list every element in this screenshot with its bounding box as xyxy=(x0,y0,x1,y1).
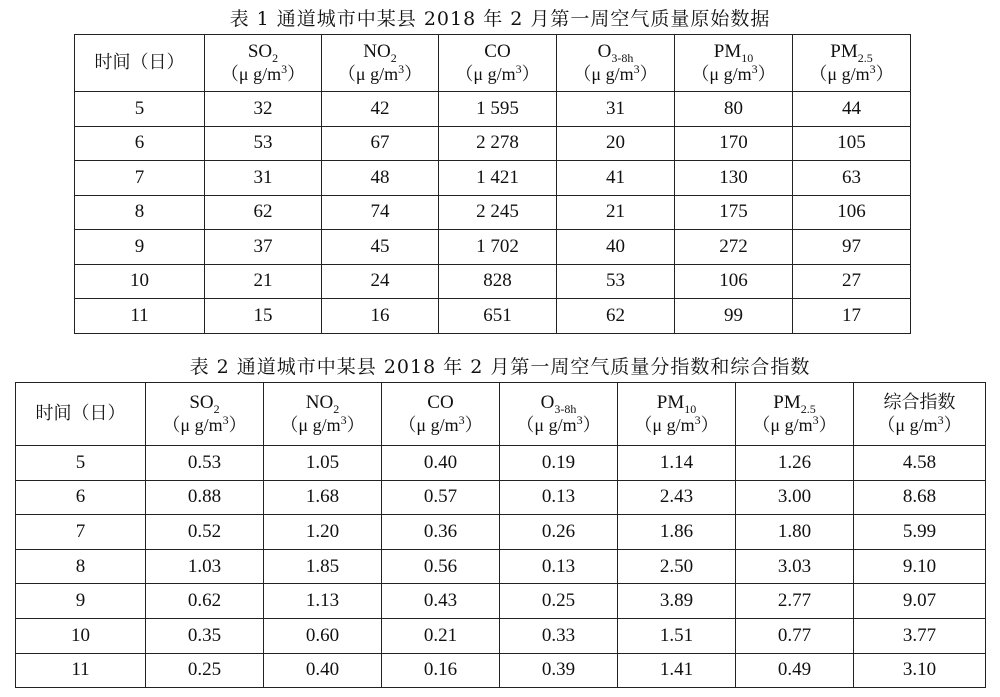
value-cell: 1.26 xyxy=(736,446,854,481)
value-cell: 0.21 xyxy=(382,618,500,653)
header-col-name xyxy=(854,392,985,414)
value-cell: 0.62 xyxy=(146,584,264,619)
table1-header-row xyxy=(75,35,911,92)
table-row xyxy=(75,230,911,265)
unit-text: （μ g/m xyxy=(220,64,282,84)
unit-superscript: 3 xyxy=(398,62,405,76)
day-cell: 5 xyxy=(16,446,146,481)
table-row xyxy=(75,161,911,196)
table2-caption: 表 2 通道城市中某县 2018 年 2 月第一周空气质量分指数和综合指数 xyxy=(189,356,811,378)
header-col-base: PM xyxy=(656,392,685,413)
header-col-name xyxy=(736,392,853,414)
value-cell: 0.19 xyxy=(500,446,618,481)
header-col-base: CO xyxy=(484,41,511,62)
day-cell: 6 xyxy=(16,480,146,515)
table-row xyxy=(75,92,911,127)
unit-superscript: 3 xyxy=(812,413,819,427)
value-cell: 3.00 xyxy=(736,480,854,515)
header-col xyxy=(793,35,911,92)
day-cell: 9 xyxy=(75,230,205,265)
unit-close: ） xyxy=(228,415,247,435)
value-cell: 99 xyxy=(675,299,793,334)
value-cell: 17 xyxy=(793,299,911,334)
header-col-unit xyxy=(439,63,556,85)
table-row xyxy=(16,584,986,619)
value-cell: 1.85 xyxy=(264,549,382,584)
unit-superscript: 3 xyxy=(340,413,347,427)
value-cell: 0.40 xyxy=(382,446,500,481)
unit-close: ） xyxy=(582,415,601,435)
unit-close: ） xyxy=(287,64,306,84)
value-cell: 4.58 xyxy=(854,446,986,481)
header-col-unit xyxy=(793,63,910,85)
header-time: 时间（日） xyxy=(75,35,205,92)
value-cell: 37 xyxy=(205,230,322,265)
header-col-base: SO xyxy=(189,392,214,413)
header-col-name xyxy=(322,41,438,63)
header-col-unit xyxy=(500,414,617,436)
header-col-subscript: 3-8h xyxy=(611,50,634,65)
header-col-base: SO xyxy=(247,41,273,62)
header-col-unit xyxy=(264,414,381,436)
value-cell: 0.25 xyxy=(146,653,264,688)
unit-superscript: 3 xyxy=(458,413,465,427)
table1 xyxy=(74,34,911,334)
value-cell: 32 xyxy=(205,92,322,127)
value-cell: 21 xyxy=(205,264,322,299)
value-cell: 2.77 xyxy=(736,584,854,619)
unit-superscript: 3 xyxy=(694,413,701,427)
unit-text: （μ g/m xyxy=(634,415,695,435)
value-cell: 63 xyxy=(793,161,911,196)
unit-text: （μ g/m xyxy=(809,64,870,84)
header-col-name xyxy=(500,392,617,414)
value-cell: 1.13 xyxy=(264,584,382,619)
value-cell: 828 xyxy=(439,264,557,299)
value-cell: 106 xyxy=(675,264,793,299)
unit-close: ） xyxy=(639,64,658,84)
value-cell: 1.20 xyxy=(264,515,382,550)
table-row xyxy=(16,480,986,515)
unit-text: （μ g/m xyxy=(280,415,341,435)
table-row xyxy=(16,515,986,550)
value-cell: 1.03 xyxy=(146,549,264,584)
header-col xyxy=(736,383,854,446)
header-col-unit xyxy=(205,63,321,85)
header-col-subscript: 2.5 xyxy=(857,50,873,65)
header-time: 时间（日） xyxy=(16,383,146,446)
value-cell: 0.13 xyxy=(500,480,618,515)
value-cell: 130 xyxy=(675,161,793,196)
header-col-name xyxy=(146,392,263,414)
value-cell: 1.68 xyxy=(264,480,382,515)
value-cell: 1.51 xyxy=(618,618,736,653)
value-cell: 0.26 xyxy=(500,515,618,550)
value-cell: 5.99 xyxy=(854,515,986,550)
header-col xyxy=(264,383,382,446)
table-row xyxy=(16,446,986,481)
table-row xyxy=(16,549,986,584)
table-row xyxy=(75,195,911,230)
value-cell: 0.77 xyxy=(736,618,854,653)
day-cell: 9 xyxy=(16,584,146,619)
header-col-base: O xyxy=(597,41,612,62)
value-cell: 16 xyxy=(322,299,439,334)
value-cell: 62 xyxy=(205,195,322,230)
unit-superscript: 3 xyxy=(633,62,640,76)
header-col-unit xyxy=(322,63,438,85)
day-cell: 5 xyxy=(75,92,205,127)
value-cell: 1.80 xyxy=(736,515,854,550)
value-cell: 31 xyxy=(205,161,322,196)
value-cell: 0.56 xyxy=(382,549,500,584)
value-cell: 62 xyxy=(557,299,675,334)
header-col xyxy=(322,35,439,92)
header-col-base: NO xyxy=(363,41,391,62)
value-cell: 0.57 xyxy=(382,480,500,515)
table2 xyxy=(15,382,986,688)
header-col xyxy=(854,383,986,446)
header-col-unit xyxy=(382,414,499,436)
unit-close: ） xyxy=(521,64,540,84)
day-cell: 8 xyxy=(16,549,146,584)
header-col-name xyxy=(382,392,499,414)
value-cell: 0.43 xyxy=(382,584,500,619)
value-cell: 24 xyxy=(322,264,439,299)
header-col-base: PM xyxy=(773,392,801,413)
unit-close: ） xyxy=(818,415,837,435)
unit-superscript: 3 xyxy=(576,413,583,427)
value-cell: 48 xyxy=(322,161,439,196)
value-cell: 170 xyxy=(675,126,793,161)
unit-close: ） xyxy=(404,64,423,84)
value-cell: 2 278 xyxy=(439,126,557,161)
unit-text: （μ g/m xyxy=(398,415,459,435)
value-cell: 0.36 xyxy=(382,515,500,550)
value-cell: 97 xyxy=(793,230,911,265)
unit-text: （μ g/m xyxy=(516,415,577,435)
header-col-subscript: 10 xyxy=(741,50,754,65)
unit-text: （μ g/m xyxy=(337,64,399,84)
unit-superscript: 3 xyxy=(515,62,522,76)
value-cell: 1.05 xyxy=(264,446,382,481)
unit-text: （μ g/m xyxy=(691,64,752,84)
value-cell: 21 xyxy=(557,195,675,230)
value-cell: 175 xyxy=(675,195,793,230)
unit-text: （μ g/m xyxy=(573,64,634,84)
value-cell: 9.10 xyxy=(854,549,986,584)
header-col xyxy=(205,35,322,92)
header-col xyxy=(675,35,793,92)
value-cell: 3.03 xyxy=(736,549,854,584)
value-cell: 105 xyxy=(793,126,911,161)
value-cell: 74 xyxy=(322,195,439,230)
header-col-name xyxy=(618,392,735,414)
unit-close: ） xyxy=(757,64,776,84)
value-cell: 1 421 xyxy=(439,161,557,196)
table-row xyxy=(16,618,986,653)
unit-superscript: 3 xyxy=(281,62,288,76)
value-cell: 41 xyxy=(557,161,675,196)
header-col-name xyxy=(264,392,381,414)
value-cell: 2.43 xyxy=(618,480,736,515)
table-row xyxy=(16,653,986,688)
day-cell: 7 xyxy=(75,161,205,196)
value-cell: 1.14 xyxy=(618,446,736,481)
day-cell: 11 xyxy=(16,653,146,688)
unit-close: ） xyxy=(875,64,894,84)
header-col-name xyxy=(439,41,556,63)
value-cell: 42 xyxy=(322,92,439,127)
unit-close: ） xyxy=(346,415,365,435)
header-col-unit xyxy=(618,414,735,436)
header-col-unit xyxy=(557,63,674,85)
table-row xyxy=(75,299,911,334)
unit-close: ） xyxy=(700,415,719,435)
unit-text: （μ g/m xyxy=(752,415,813,435)
value-cell: 44 xyxy=(793,92,911,127)
day-cell: 10 xyxy=(75,264,205,299)
unit-text: （μ g/m xyxy=(455,64,516,84)
value-cell: 15 xyxy=(205,299,322,334)
header-col-subscript: 2.5 xyxy=(800,401,816,416)
day-cell: 11 xyxy=(75,299,205,334)
header-col-base: PM xyxy=(713,41,742,62)
header-col xyxy=(382,383,500,446)
header-col xyxy=(500,383,618,446)
value-cell: 1.41 xyxy=(618,653,736,688)
header-col-subscript: 2 xyxy=(333,401,340,416)
value-cell: 53 xyxy=(557,264,675,299)
value-cell: 8.68 xyxy=(854,480,986,515)
value-cell: 67 xyxy=(322,126,439,161)
unit-close: ） xyxy=(464,415,483,435)
table2-header-row xyxy=(16,383,986,446)
value-cell: 27 xyxy=(793,264,911,299)
value-cell: 40 xyxy=(557,230,675,265)
value-cell: 106 xyxy=(793,195,911,230)
value-cell: 0.88 xyxy=(146,480,264,515)
header-col-base: O xyxy=(540,392,555,413)
value-cell: 1.86 xyxy=(618,515,736,550)
unit-text: （μ g/m xyxy=(877,415,938,435)
header-col-unit xyxy=(854,414,985,436)
header-col xyxy=(618,383,736,446)
value-cell: 0.52 xyxy=(146,515,264,550)
value-cell: 0.49 xyxy=(736,653,854,688)
value-cell: 3.77 xyxy=(854,618,986,653)
value-cell: 53 xyxy=(205,126,322,161)
header-col-name xyxy=(675,41,792,63)
value-cell: 0.33 xyxy=(500,618,618,653)
value-cell: 0.60 xyxy=(264,618,382,653)
value-cell: 31 xyxy=(557,92,675,127)
value-cell: 2.50 xyxy=(618,549,736,584)
header-col-subscript: 2 xyxy=(272,50,279,65)
header-col-base: PM xyxy=(830,41,858,62)
value-cell: 9.07 xyxy=(854,584,986,619)
value-cell: 3.89 xyxy=(618,584,736,619)
value-cell: 0.25 xyxy=(500,584,618,619)
value-cell: 80 xyxy=(675,92,793,127)
unit-superscript: 3 xyxy=(751,62,758,76)
header-col-base: NO xyxy=(305,392,334,413)
value-cell: 0.40 xyxy=(264,653,382,688)
header-col-base: 综合指数 xyxy=(883,392,956,413)
header-col-base: CO xyxy=(427,392,454,413)
header-col-name xyxy=(793,41,910,63)
value-cell: 0.39 xyxy=(500,653,618,688)
unit-superscript: 3 xyxy=(937,413,944,427)
header-col-subscript: 2 xyxy=(390,50,397,65)
value-cell: 0.53 xyxy=(146,446,264,481)
header-col-name xyxy=(205,41,321,63)
unit-superscript: 3 xyxy=(869,62,876,76)
unit-superscript: 3 xyxy=(222,413,229,427)
day-cell: 7 xyxy=(16,515,146,550)
header-col-unit xyxy=(736,414,853,436)
value-cell: 20 xyxy=(557,126,675,161)
header-col-name xyxy=(557,41,674,63)
table-row xyxy=(75,126,911,161)
header-col-unit xyxy=(146,414,263,436)
value-cell: 1 595 xyxy=(439,92,557,127)
value-cell: 45 xyxy=(322,230,439,265)
header-col-subscript: 3-8h xyxy=(554,401,577,416)
table1-caption: 表 1 通道城市中某县 2018 年 2 月第一周空气质量原始数据 xyxy=(229,8,771,30)
day-cell: 6 xyxy=(75,126,205,161)
value-cell: 2 245 xyxy=(439,195,557,230)
header-col-subscript: 2 xyxy=(213,401,220,416)
header-col xyxy=(439,35,557,92)
value-cell: 0.16 xyxy=(382,653,500,688)
header-col xyxy=(146,383,264,446)
unit-text: （μ g/m xyxy=(162,415,223,435)
header-col xyxy=(557,35,675,92)
value-cell: 272 xyxy=(675,230,793,265)
day-cell: 10 xyxy=(16,618,146,653)
value-cell: 0.35 xyxy=(146,618,264,653)
header-col-unit xyxy=(675,63,792,85)
header-col-subscript: 10 xyxy=(684,401,697,416)
value-cell: 1 702 xyxy=(439,230,557,265)
value-cell: 0.13 xyxy=(500,549,618,584)
unit-close: ） xyxy=(943,415,962,435)
day-cell: 8 xyxy=(75,195,205,230)
value-cell: 3.10 xyxy=(854,653,986,688)
table-row xyxy=(75,264,911,299)
value-cell: 651 xyxy=(439,299,557,334)
